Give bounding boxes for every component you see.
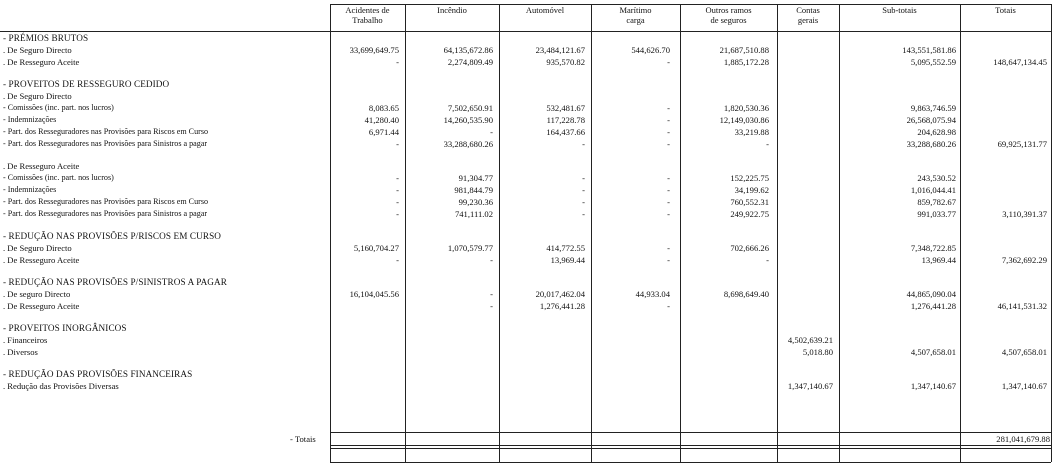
row-label: . De Seguro Directo bbox=[3, 243, 72, 253]
value-cell: 152,225.75 bbox=[730, 173, 769, 183]
value-cell: - bbox=[490, 255, 493, 265]
column-header: Contas gerais bbox=[796, 5, 820, 25]
value-cell: 7,362,692.29 bbox=[1001, 255, 1047, 265]
value-cell: 4,507,658.01 bbox=[910, 347, 956, 357]
value-cell: - bbox=[490, 301, 493, 311]
value-cell: 1,347,140.67 bbox=[787, 381, 833, 391]
value-cell: 20,017,462.04 bbox=[535, 289, 585, 299]
value-cell: 5,018.80 bbox=[802, 347, 833, 357]
value-cell: 64,135,672.86 bbox=[443, 45, 493, 55]
value-cell: 4,502,639.21 bbox=[787, 335, 833, 345]
row-label: . De Seguro Directo bbox=[3, 45, 72, 55]
column-header: Sub-totais bbox=[882, 5, 917, 15]
value-cell: 44,933.04 bbox=[635, 289, 670, 299]
table-row bbox=[0, 44, 1056, 56]
row-label: - Indemnizações bbox=[3, 115, 57, 124]
value-cell: - bbox=[490, 127, 493, 137]
value-cell: 33,699,649.75 bbox=[349, 45, 399, 55]
value-cell: 12,149,030.86 bbox=[719, 115, 769, 125]
value-cell: 414,772.55 bbox=[546, 243, 585, 253]
value-cell: 164,437.66 bbox=[546, 127, 585, 137]
row-label: - Part. dos Resseguradores nas Provisões para Sinistros a pagar bbox=[3, 139, 208, 148]
column-header: Acidentes de Trabalho bbox=[345, 5, 390, 25]
row-label: . De Resseguro Aceite bbox=[3, 301, 80, 311]
value-cell: 33,288,680.26 bbox=[906, 139, 956, 149]
table-row bbox=[0, 346, 1056, 358]
value-cell: 249,922.75 bbox=[730, 209, 769, 219]
table-row bbox=[0, 102, 1056, 114]
value-cell: - bbox=[396, 209, 399, 219]
value-cell: - bbox=[582, 173, 585, 183]
value-cell: 760,552.31 bbox=[730, 197, 769, 207]
table-row bbox=[0, 288, 1056, 300]
section-heading: - PROVEITOS DE RESSEGURO CEDIDO bbox=[3, 79, 170, 89]
value-cell: 143,551,581.86 bbox=[902, 45, 956, 55]
value-cell: - bbox=[490, 289, 493, 299]
value-cell: 6,971.44 bbox=[368, 127, 399, 137]
row-label: . De Resseguro Aceite bbox=[3, 57, 80, 67]
value-cell: 69,925,131.77 bbox=[997, 139, 1047, 149]
value-cell: - bbox=[667, 255, 670, 265]
value-cell: - bbox=[667, 301, 670, 311]
value-cell: 5,160,704.27 bbox=[353, 243, 399, 253]
value-cell: 9,863,746.59 bbox=[910, 103, 956, 113]
value-cell: - bbox=[396, 255, 399, 265]
section-heading: - PRÉMIOS BRUTOS bbox=[3, 33, 89, 43]
value-cell: - bbox=[396, 185, 399, 195]
value-cell: 8,698,649.40 bbox=[723, 289, 769, 299]
table-row bbox=[0, 90, 1056, 102]
value-cell: 13,969.44 bbox=[550, 255, 585, 265]
value-cell: 117,228.78 bbox=[546, 115, 585, 125]
value-cell: 7,502,650.91 bbox=[447, 103, 493, 113]
value-cell: 1,820,530.36 bbox=[723, 103, 769, 113]
value-cell: 1,070,579.77 bbox=[447, 243, 493, 253]
value-cell: 741,111.02 bbox=[454, 209, 493, 219]
value-cell: - bbox=[766, 139, 769, 149]
section-heading: - REDUÇÃO DAS PROVISÕES FINANCEIRAS bbox=[3, 369, 193, 379]
value-cell: 981,844.79 bbox=[454, 185, 493, 195]
row-label: . De Resseguro Aceite bbox=[3, 255, 80, 265]
value-cell: 41,280.40 bbox=[364, 115, 399, 125]
value-cell: 99,230.36 bbox=[458, 197, 493, 207]
value-cell: - bbox=[667, 173, 670, 183]
row-label: - Comissões (inc. part. nos lucros) bbox=[3, 173, 114, 182]
table-row bbox=[0, 380, 1056, 392]
table-row bbox=[0, 138, 1056, 150]
totals-label: - Totais bbox=[290, 434, 316, 444]
value-cell: 13,969.44 bbox=[921, 255, 956, 265]
value-cell: 23,484,121.67 bbox=[535, 45, 585, 55]
section-row bbox=[0, 276, 1056, 288]
value-cell: - bbox=[582, 139, 585, 149]
value-cell: 2,274,809.49 bbox=[447, 57, 493, 67]
row-label: - Part. dos Resseguradores nas Provisões para Sinistros a pagar bbox=[3, 209, 208, 218]
value-cell: 33,219.88 bbox=[734, 127, 769, 137]
value-cell: - bbox=[766, 255, 769, 265]
value-cell: 991,033.77 bbox=[917, 209, 956, 219]
section-heading: - REDUÇÃO NAS PROVISÕES P/SINISTROS A PAGAR bbox=[3, 277, 227, 287]
value-cell: 44,865,090.04 bbox=[906, 289, 956, 299]
value-cell: 21,687,510.88 bbox=[719, 45, 769, 55]
value-cell: - bbox=[396, 197, 399, 207]
section-row bbox=[0, 230, 1056, 242]
table-row bbox=[0, 254, 1056, 266]
table-row bbox=[0, 56, 1056, 68]
section-row bbox=[0, 32, 1056, 44]
value-cell: - bbox=[667, 243, 670, 253]
value-cell: - bbox=[667, 57, 670, 67]
value-cell: - bbox=[667, 139, 670, 149]
value-cell: 243,530.52 bbox=[917, 173, 956, 183]
value-cell: 34,199.62 bbox=[734, 185, 769, 195]
section-heading: - PROVEITOS INORGÂNICOS bbox=[3, 323, 127, 333]
value-cell: 1,276,441.28 bbox=[539, 301, 585, 311]
table-row bbox=[0, 334, 1056, 346]
value-cell: 1,347,140.67 bbox=[1001, 381, 1047, 391]
column-header: Marítimo carga bbox=[619, 5, 652, 25]
section-heading: - REDUÇÃO NAS PROVISÕES P/RISCOS EM CURSO bbox=[3, 231, 222, 241]
value-cell: - bbox=[667, 115, 670, 125]
value-cell: - bbox=[667, 209, 670, 219]
value-cell: 935,570.82 bbox=[546, 57, 585, 67]
grand-total-value: 281,041,679.88 bbox=[996, 434, 1050, 444]
section-row bbox=[0, 78, 1056, 90]
table-row bbox=[0, 114, 1056, 126]
row-label: - Indemnizações bbox=[3, 185, 57, 194]
table-row bbox=[0, 184, 1056, 196]
value-cell: - bbox=[582, 209, 585, 219]
value-cell: 1,016,044.41 bbox=[910, 185, 956, 195]
table-row bbox=[0, 242, 1056, 254]
row-label: - Part. dos Resseguradores nas Provisões para Riscos em Curso bbox=[3, 197, 209, 206]
value-cell: 8,083.65 bbox=[368, 103, 399, 113]
value-cell: 702,666.26 bbox=[730, 243, 769, 253]
value-cell: 16,104,045.56 bbox=[349, 289, 399, 299]
value-cell: 5,095,552.59 bbox=[910, 57, 956, 67]
table-row bbox=[0, 160, 1056, 172]
value-cell: 544,626.70 bbox=[631, 45, 670, 55]
value-cell: - bbox=[667, 103, 670, 113]
value-cell: - bbox=[582, 197, 585, 207]
row-label: - Comissões (inc. part. nos lucros) bbox=[3, 103, 114, 112]
table-bottom-rule bbox=[330, 462, 1051, 463]
section-row bbox=[0, 368, 1056, 380]
row-label: . De seguro Directo bbox=[3, 289, 71, 299]
value-cell: 204,628.98 bbox=[917, 127, 956, 137]
column-header: Outros ramos de seguros bbox=[705, 5, 752, 25]
value-cell: 4,507,658.01 bbox=[1001, 347, 1047, 357]
value-cell: - bbox=[396, 139, 399, 149]
row-label: - Part. dos Resseguradores nas Provisões para Riscos em Curso bbox=[3, 127, 209, 136]
value-cell: 14,260,535.90 bbox=[443, 115, 493, 125]
table-row bbox=[0, 172, 1056, 184]
section-row bbox=[0, 322, 1056, 334]
row-label: . Redução das Provisões Diversas bbox=[3, 381, 119, 391]
value-cell: 7,348,722.85 bbox=[910, 243, 956, 253]
value-cell: - bbox=[667, 197, 670, 207]
row-label: . Financeiros bbox=[3, 335, 48, 345]
value-cell: - bbox=[396, 173, 399, 183]
value-cell: 33,288,680.26 bbox=[443, 139, 493, 149]
table-row bbox=[0, 208, 1056, 220]
column-header: Automóvel bbox=[525, 5, 565, 15]
value-cell: 1,276,441.28 bbox=[910, 301, 956, 311]
row-label: . De Resseguro Aceite bbox=[3, 161, 80, 171]
value-cell: 148,647,134.45 bbox=[993, 57, 1047, 67]
value-cell: 91,304.77 bbox=[458, 173, 493, 183]
table-row bbox=[0, 126, 1056, 138]
value-cell: - bbox=[667, 127, 670, 137]
value-cell: 532,481.67 bbox=[546, 103, 585, 113]
row-label: . De Seguro Directo bbox=[3, 91, 72, 101]
column-header: Totais bbox=[995, 5, 1016, 15]
value-cell: 46,141,531.32 bbox=[997, 301, 1047, 311]
column-header: Incêndio bbox=[437, 5, 467, 15]
table-row bbox=[0, 300, 1056, 312]
value-cell: - bbox=[667, 185, 670, 195]
value-cell: 1,885,172.28 bbox=[723, 57, 769, 67]
row-label: . Diversos bbox=[3, 347, 38, 357]
value-cell: 3,110,391.37 bbox=[1002, 209, 1047, 219]
totals-top-rule bbox=[330, 432, 1051, 433]
value-cell: 859,782.67 bbox=[917, 197, 956, 207]
value-cell: 26,568,075.94 bbox=[906, 115, 956, 125]
totals-bottom-rule bbox=[330, 445, 1051, 446]
value-cell: - bbox=[582, 185, 585, 195]
value-cell: - bbox=[396, 57, 399, 67]
table-row bbox=[0, 196, 1056, 208]
value-cell: 1,347,140.67 bbox=[910, 381, 956, 391]
totals-double-rule bbox=[330, 448, 1051, 449]
